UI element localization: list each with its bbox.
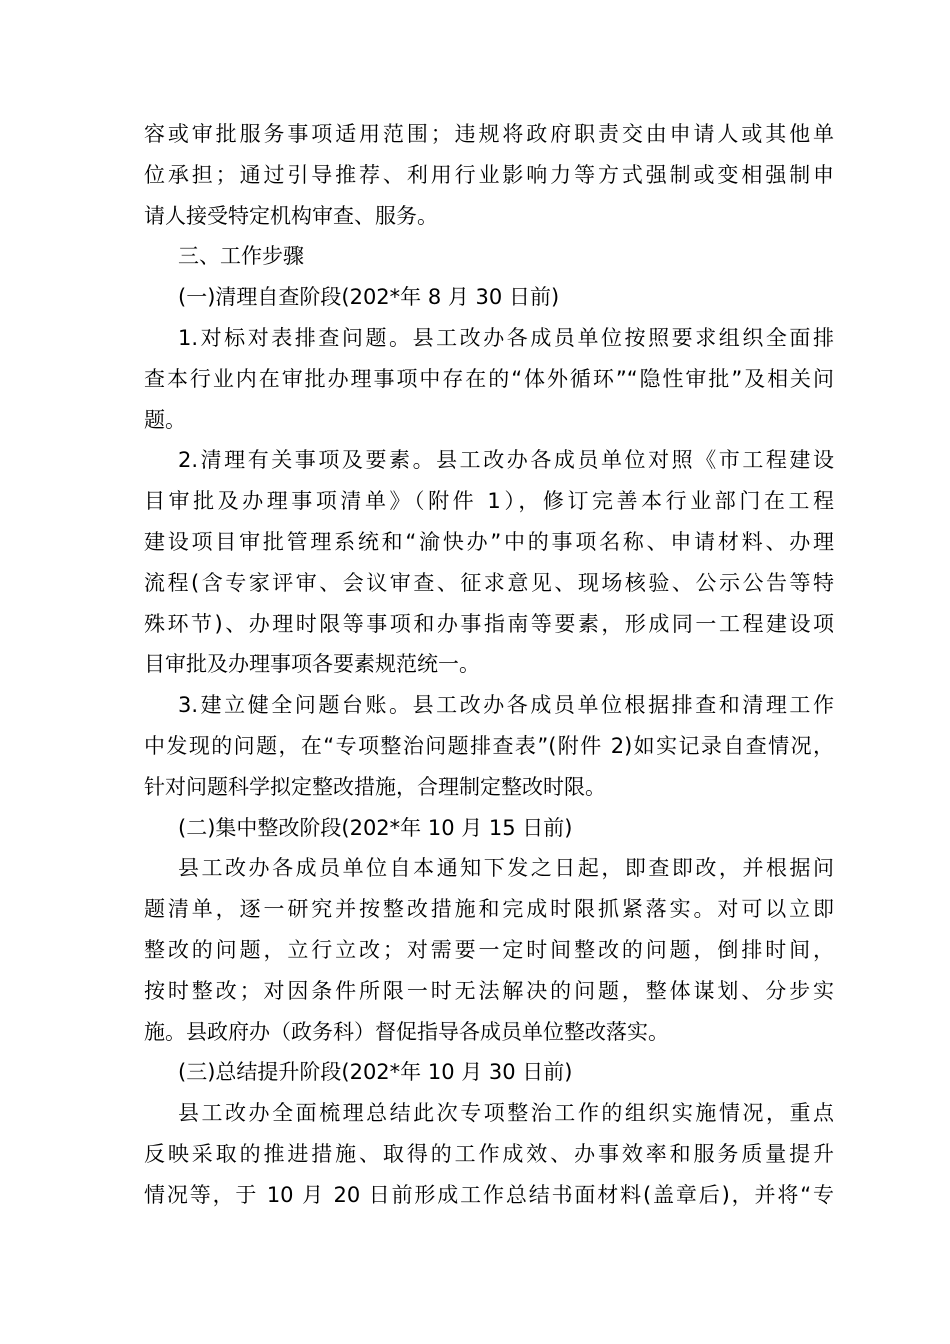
paragraph-line: 施。县政府办（政务科）督促指导各成员单位整改落实。 <box>144 1019 669 1044</box>
paragraph-line: 县工改办全面梳理总结此次专项整治工作的组织实施情况，重点 <box>178 1101 834 1126</box>
paragraph-line: 查本行业内在审批办理事项中存在的“体外循环”“隐性审批”及相关问 <box>144 366 834 391</box>
paragraph-line: 县工改办各成员单位自本通知下发之日起，即查即改，并根据问 <box>178 856 834 881</box>
paragraph-line: 建设项目审批管理系统和“渝快办”中的事项名称、申请材料、办理 <box>144 529 834 554</box>
paragraph-line: 容或审批服务事项适用范围；违规将政府职责交由申请人或其他单 <box>144 122 834 146</box>
paragraph-line: 请人接受特定机构审查、服务。 <box>144 203 438 228</box>
paragraph-line: 位承担；通过引导推荐、利用行业影响力等方式强制或变相强制申 <box>144 162 834 187</box>
document-body <box>144 114 834 1216</box>
paragraph-line: 2.清理有关事项及要素。县工改办各成员单位对照《市工程建设 <box>178 448 834 473</box>
paragraph-line: 目审批及办理事项各要素规范统一。 <box>144 652 480 677</box>
paragraph-line: 目审批及办理事项清单》（附件 1），修订完善本行业部门在工程 <box>144 489 834 514</box>
paragraph-line: 中发现的问题，在“专项整治问题排查表”(附件 2)如实记录自查情况， <box>144 733 834 758</box>
paragraph-line: 针对问题科学拟定整改措施，合理制定整改时限。 <box>144 774 606 799</box>
paragraph-line: 3.建立健全问题台账。县工改办各成员单位根据排查和清理工作 <box>178 693 834 718</box>
section-heading: 三、工作步骤 <box>178 244 304 269</box>
subsection-heading: (三)总结提升阶段(202*年 10 月 30 日前) <box>178 1060 573 1085</box>
subsection-heading: (一)清理自查阶段(202*年 8 月 30 日前) <box>178 285 560 310</box>
paragraph-line: 反映采取的推进措施、取得的工作成效、办事效率和服务质量提升 <box>144 1141 834 1166</box>
paragraph-line: 殊环节)、办理时限等事项和办事指南等要素，形成同一工程建设项 <box>144 611 834 636</box>
paragraph-line: 题清单，逐一研究并按整改措施和完成时限抓紧落实。对可以立即 <box>144 897 834 922</box>
paragraph-line: 题。 <box>144 407 186 432</box>
subsection-heading: (二)集中整改阶段(202*年 10 月 15 日前) <box>178 815 573 840</box>
paragraph-line: 1.对标对表排查问题。县工改办各成员单位按照要求组织全面排 <box>178 325 834 350</box>
paragraph-line: 整改的问题，立行立改；对需要一定时间整改的问题，倒排时间， <box>144 937 834 962</box>
paragraph-line: 流程(含专家评审、会议审查、征求意见、现场核验、公示公告等特 <box>144 570 834 595</box>
paragraph-line: 情况等，于 10 月 20 日前形成工作总结书面材料(盖章后)，并将“专 <box>144 1182 834 1207</box>
paragraph-line: 按时整改；对因条件所限一时无法解决的问题，整体谋划、分步实 <box>144 978 834 1003</box>
